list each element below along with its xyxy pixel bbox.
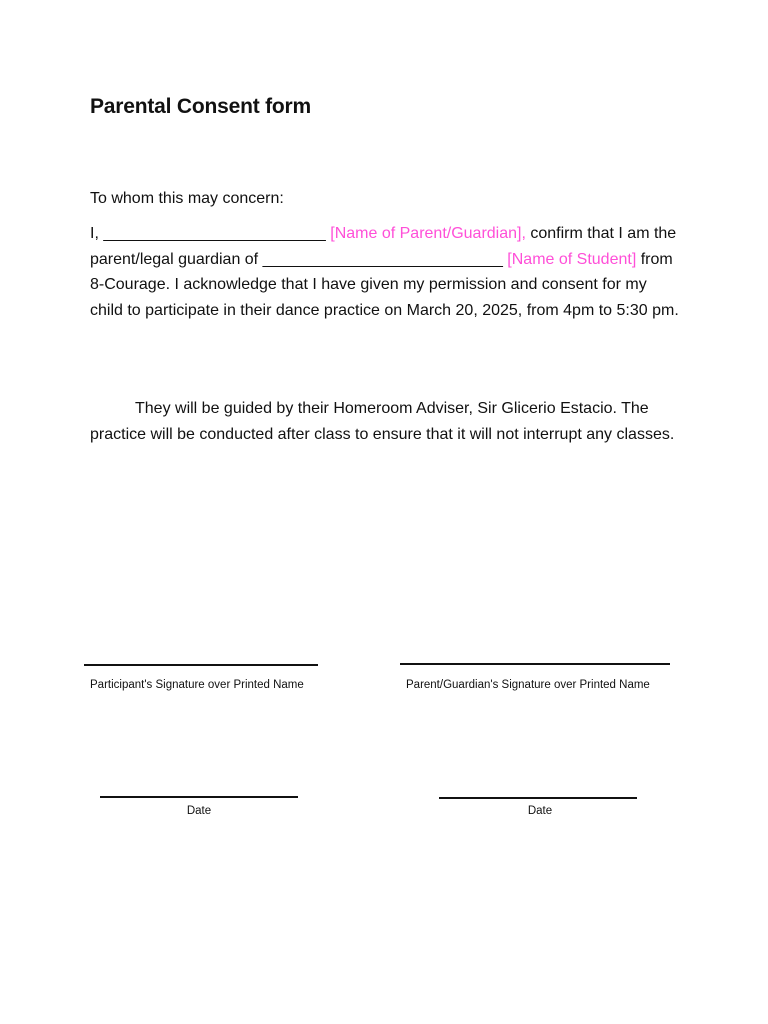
parent-name-blank: _________________________: [103, 225, 326, 242]
parent-signature-line: [400, 663, 670, 665]
participant-date-label: Date: [186, 805, 212, 817]
form-title: Parental Consent form: [90, 95, 312, 118]
student-name-blank: ___________________________: [262, 250, 503, 268]
paragraph-text-b: from 8-Courage. I acknowledge that I have given my permission and consent for my child to participate in their dance practice on March 20, 2025, from 4pm to 5:30 pm.: [90, 250, 679, 319]
parent-name-placeholder: [Name of Parent/Guardian],: [330, 225, 526, 242]
parent-date-label: Date: [527, 805, 553, 817]
participant-date-line: [100, 796, 298, 798]
salutation: To whom this may concern:: [90, 190, 284, 207]
parent-date-line: [439, 797, 637, 799]
participant-signature-label: Participant's Signature over Printed Name: [90, 679, 304, 691]
paragraph-prefix: I,: [90, 225, 104, 242]
consent-paragraph: [90, 221, 680, 323]
adviser-paragraph: They will be guided by their Homeroom Adviser, Sir Glicerio Estacio. The practice will be conducted after class to ensure that it will not interrupt any classes.: [90, 400, 675, 443]
paragraph-text-a: confirm that I am the parent/legal guardian of: [90, 225, 677, 268]
participant-signature-line: [84, 664, 318, 666]
student-name-placeholder: [Name of Student]: [507, 250, 637, 268]
parent-signature-label: Parent/Guardian's Signature over Printed Name: [406, 679, 650, 691]
